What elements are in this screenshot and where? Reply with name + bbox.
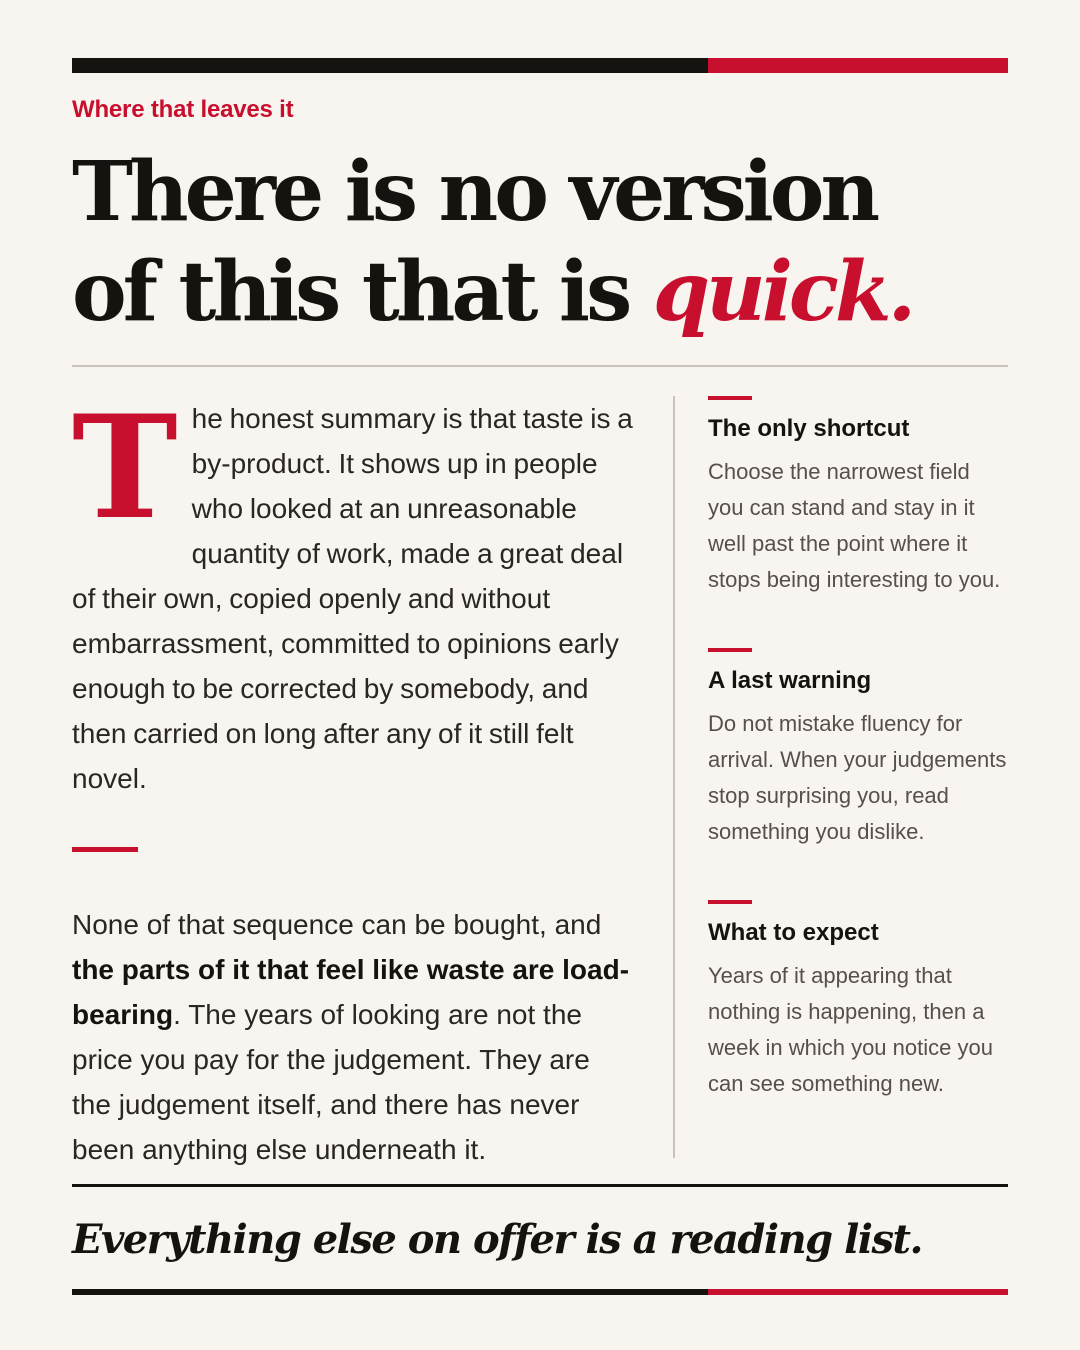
top-rule-red-segment: [708, 58, 1008, 73]
section-divider: [72, 847, 138, 852]
intro-paragraph: [72, 385, 634, 801]
sidebar-item-last-warning: [708, 648, 1008, 850]
headline-accent-word: quick.: [652, 244, 913, 340]
bottom-rule-red-segment: [708, 1289, 1008, 1295]
closing-line: Everything else on offer is a reading list.: [72, 1216, 922, 1263]
headline-line-1: There is no version: [72, 144, 877, 240]
sidebar-item-body: Do not mistake fluency for arrival. When your judgements stop surprising you, read something you dislike.: [708, 711, 1007, 844]
sidebar-item-only-shortcut: [708, 396, 1008, 598]
sidebar-item-what-to-expect: [708, 900, 1008, 1102]
sidebar-item-title: What to expect: [708, 919, 879, 946]
sidebar-accent-bar: [708, 396, 752, 400]
sidebar: [708, 396, 1008, 1152]
drop-cap: T: [72, 385, 174, 551]
sidebar-item-body: Years of it appearing that nothing is happening, then a week in which you notice you can see something new.: [708, 963, 993, 1096]
top-rule: [72, 58, 1008, 73]
main-column: [72, 385, 634, 1172]
sidebar-item-body: Choose the narrowest field you can stand and stay in it well past the point where it stops being interesting to you.: [708, 459, 1001, 592]
bottom-rule-dark-segment: [72, 1289, 708, 1295]
eyebrow-label: Where that leaves it: [72, 96, 294, 123]
headline: [72, 142, 1008, 342]
second-paragraph-tail: . The years of looking are not the price you pay for the judgement. They are the judgement itself, and there has never been anything else underneath it.: [72, 999, 590, 1165]
sidebar-accent-bar: [708, 648, 752, 652]
second-paragraph-lead: None of that sequence can be bought, and: [72, 909, 602, 940]
bottom-rule: [72, 1289, 1008, 1295]
footer-top-rule: [72, 1184, 1008, 1187]
sidebar-item-title: A last warning: [708, 667, 872, 694]
intro-paragraph-text: he honest summary is that taste is a by-product. It shows up in people who looked at an unreasonable quantity of work, made a great deal of their own, copied openly and without embarrassment, committed to opinions early enough to be corrected by somebody, and then carried on long after any of it still felt novel.: [72, 403, 633, 794]
headline-line-2-plain: of this that is: [72, 244, 653, 340]
column-divider: [673, 396, 675, 1158]
sidebar-item-title: The only shortcut: [708, 415, 910, 442]
top-rule-dark-segment: [72, 58, 708, 73]
second-paragraph: [72, 902, 634, 1172]
second-paragraph-emphasis: the parts of it that feel like waste are load-bearing: [72, 954, 630, 1030]
page: [72, 0, 1008, 1350]
sidebar-accent-bar: [708, 900, 752, 904]
headline-line-2: [72, 242, 1008, 342]
headline-divider: [72, 365, 1008, 367]
